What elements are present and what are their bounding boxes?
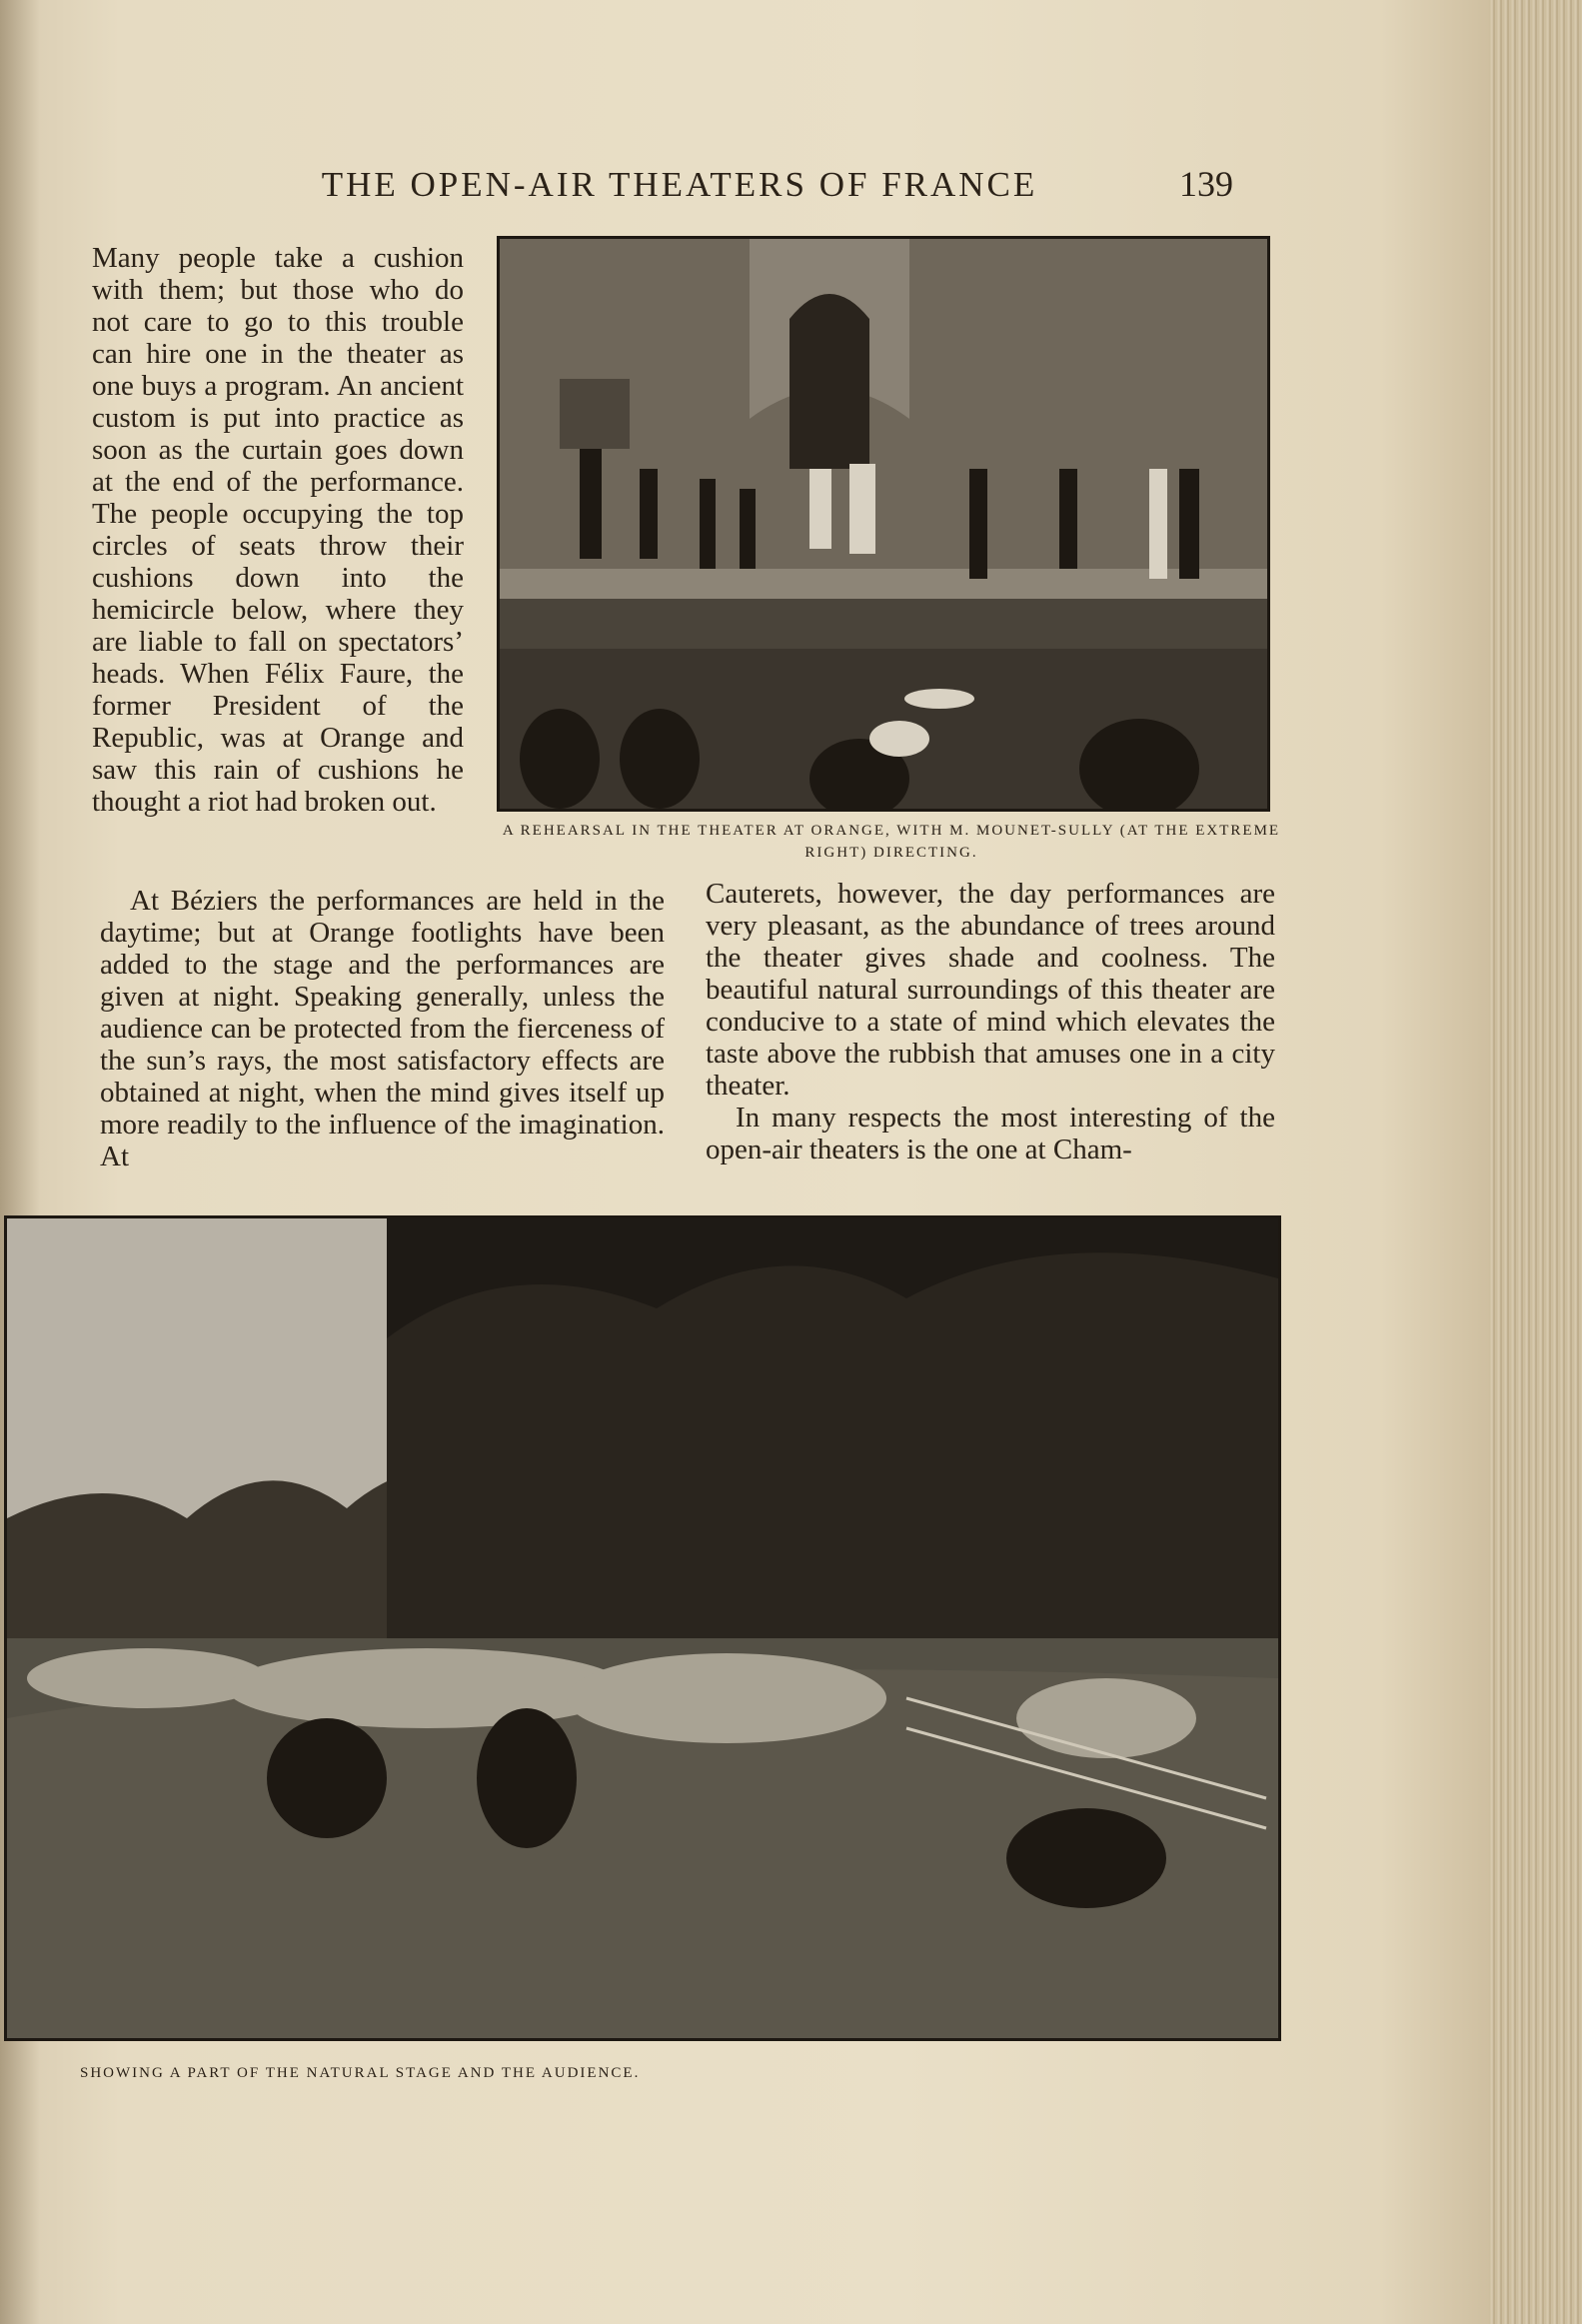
running-title: THE OPEN-AIR THEATERS OF FRANCE <box>321 165 1038 204</box>
photo-natural-stage-audience <box>4 1215 1281 2041</box>
paragraph-beziers: At Béziers the performances are held in the daytime; but at Orange footlights have been added to the stage and the performances are given at night. Speaking generally, unless the audience can be protected from the fierceness of the sun’s rays, the most satisfactory effects are obtained at night, when the mind gives itself up more readily to the influence of the imagination. At <box>100 885 665 1172</box>
page-edges <box>1489 0 1582 2324</box>
caption-rehearsal: A REHEARSAL IN THE THEATER AT ORANGE, WITH M. MOUNET-SULLY (AT THE EXTREME RIGHT) DIRECTING. <box>502 823 1281 861</box>
paragraph-cushions: Many people take a cushion with them; but those who do not care to go to this trouble can hire one in the theater as one buys a program. An ancient custom is put into practice as soon as the curtain goes down at the end of the performance. The people occupying the top circles of seats throw their cushions down into the hemicircle below, where they are liable to fall on spectators’ heads. When Félix Faure, the former President of the Republic, was at Orange and saw this rain of cushions he thought a riot had broken out. <box>92 242 464 818</box>
paragraph-champigny: In many respects the most interesting of the open-air theaters is the one at Cham- <box>706 1102 1275 1165</box>
text-block-top-left <box>92 242 464 818</box>
audience-photo-illustration <box>7 1218 1278 2038</box>
rehearsal-photo-illustration <box>500 239 1267 809</box>
page-number: 139 <box>1179 164 1233 204</box>
caption-natural-stage: SHOWING A PART OF THE NATURAL STAGE AND THE AUDIENCE. <box>80 2065 641 2081</box>
text-column-left <box>100 885 665 1172</box>
photo-rehearsal-orange <box>497 236 1270 812</box>
text-column-right <box>706 878 1275 1165</box>
paragraph-cauterets: Cauterets, however, the day performances are very pleasant, as the abundance of trees around the theater gives shade and coolness. The beautiful natural surroundings of this theater are conducive to a state of mind which elevates the taste above the rubbish that amuses one in a city theater. <box>706 878 1275 1102</box>
